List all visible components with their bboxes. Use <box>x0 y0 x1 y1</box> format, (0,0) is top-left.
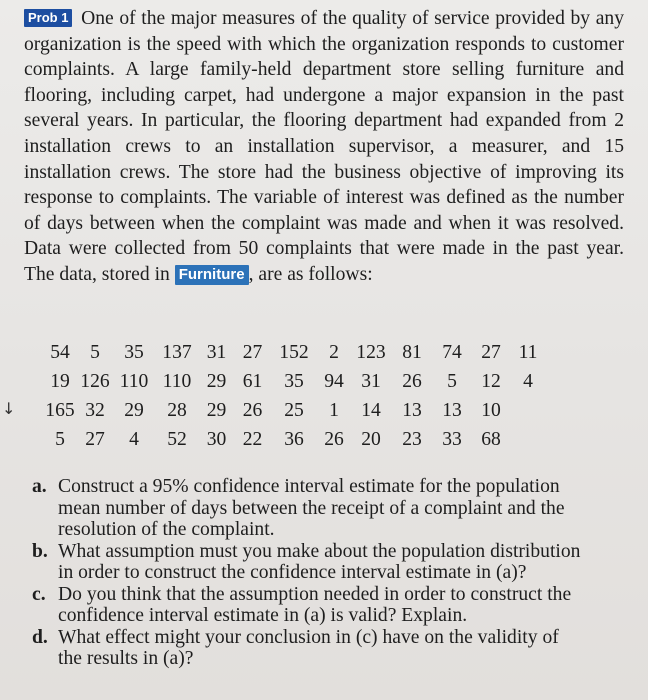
question-list <box>24 476 584 670</box>
data-cell: 4 <box>523 370 533 392</box>
data-cell: 28 <box>167 399 187 421</box>
data-cell: 29 <box>206 399 227 421</box>
data-cell: 81 <box>402 341 422 363</box>
data-cell: 26 <box>402 370 422 392</box>
data-cell: 4 <box>129 428 139 450</box>
question-item <box>24 584 584 627</box>
data-cell: 33 <box>442 428 462 450</box>
data-cell: 10 <box>481 399 501 421</box>
question-letter: b. <box>32 540 48 562</box>
data-cell: 52 <box>167 428 187 450</box>
data-cell: 31 <box>361 370 381 392</box>
question-item <box>24 476 584 541</box>
data-cell: 5 <box>447 370 457 392</box>
question-text: Do you think that the assumption needed in order to construct the confidence interval estimate in (a) is valid? Explain. <box>58 583 572 626</box>
data-cell: 12 <box>481 370 501 392</box>
data-cell: 20 <box>361 428 381 450</box>
data-cell: 35 <box>124 341 144 363</box>
problem-intro-end: , are as follows: <box>248 263 373 285</box>
question-letter: d. <box>32 626 48 648</box>
data-cell <box>510 425 546 454</box>
data-cell: 1 <box>329 399 339 421</box>
problem-intro-text: One of the major measures of the quality of service provided by any organization is the speed with which the organization responds to customer complaints. A large family-held department store selling furniture and flooring, including carpet, had undergone a major expansion in the past several years. In particular, the flooring department had expanded from 2 installation crews to an installation supervisor, a measurer, and 15 installation crews. The store had the business objective of improving its response to complaints. The variable of interest was defined as the number of days between when the complaint was made and when it was resolved. Data were collected from 50 complaints that were made in the past year. The data, stored in <box>24 8 624 285</box>
data-cell: 22 <box>242 428 263 450</box>
complaint-days-data-table <box>42 338 546 454</box>
data-cell: 35 <box>284 370 304 392</box>
data-cell: 5 <box>55 428 65 450</box>
data-cell: 32 <box>85 399 105 421</box>
data-cell: 31 <box>206 341 227 363</box>
question-text: Construct a 95% confidence interval estimate for the population mean number of days between the receipt of a complaint and the resolution of the complaint. <box>58 476 565 540</box>
data-cell: 29 <box>124 399 144 421</box>
data-cell: 68 <box>481 428 501 450</box>
data-cell: 54 <box>50 341 70 363</box>
data-row <box>42 425 546 454</box>
data-cell: 25 <box>284 399 304 421</box>
data-cell: 27 <box>242 341 263 363</box>
data-cell: 94 <box>324 370 344 392</box>
problem-statement <box>24 6 624 288</box>
data-cell: 110 <box>162 370 192 392</box>
data-cell: 11 <box>518 341 538 363</box>
data-cell: 2 <box>329 341 339 363</box>
data-cell: 26 <box>324 428 344 450</box>
data-cell: 123 <box>356 341 386 363</box>
question-item <box>24 627 584 670</box>
data-cell: 27 <box>85 428 105 450</box>
data-cell: 14 <box>361 399 381 421</box>
question-letter: a. <box>32 476 47 497</box>
data-file-badge: Furniture <box>175 265 249 285</box>
data-row <box>42 367 546 396</box>
data-cell: 110 <box>119 370 149 392</box>
data-cell: 61 <box>242 370 263 392</box>
data-row <box>42 338 546 367</box>
data-cell: 19 <box>50 370 70 392</box>
data-cell: 126 <box>80 370 110 392</box>
data-cell: 5 <box>90 341 100 363</box>
question-text: What effect might your conclusion in (c) have on the validity of the results in (a)? <box>58 626 559 669</box>
data-cell: 36 <box>284 428 304 450</box>
data-cell: 137 <box>162 341 192 363</box>
data-cell: 74 <box>442 341 462 363</box>
data-cell: 13 <box>442 399 462 421</box>
data-cell: 13 <box>402 399 422 421</box>
data-cell: 30 <box>206 428 227 450</box>
question-item <box>24 541 584 584</box>
question-text: What assumption must you make about the population distribution in order to construct the confidence interval estimate in (a)? <box>58 540 581 583</box>
margin-arrow-icon: ↓ <box>2 399 16 418</box>
data-cell: 152 <box>279 341 309 363</box>
data-cell: 27 <box>481 341 501 363</box>
data-cell: 165 <box>45 399 75 421</box>
data-cell: 29 <box>206 370 227 392</box>
data-cell: 23 <box>402 428 422 450</box>
problem-badge: Prob 1 <box>24 9 72 27</box>
data-cell: 26 <box>242 399 263 421</box>
question-letter: c. <box>32 583 46 605</box>
data-cell <box>510 396 546 425</box>
data-row <box>42 396 546 425</box>
